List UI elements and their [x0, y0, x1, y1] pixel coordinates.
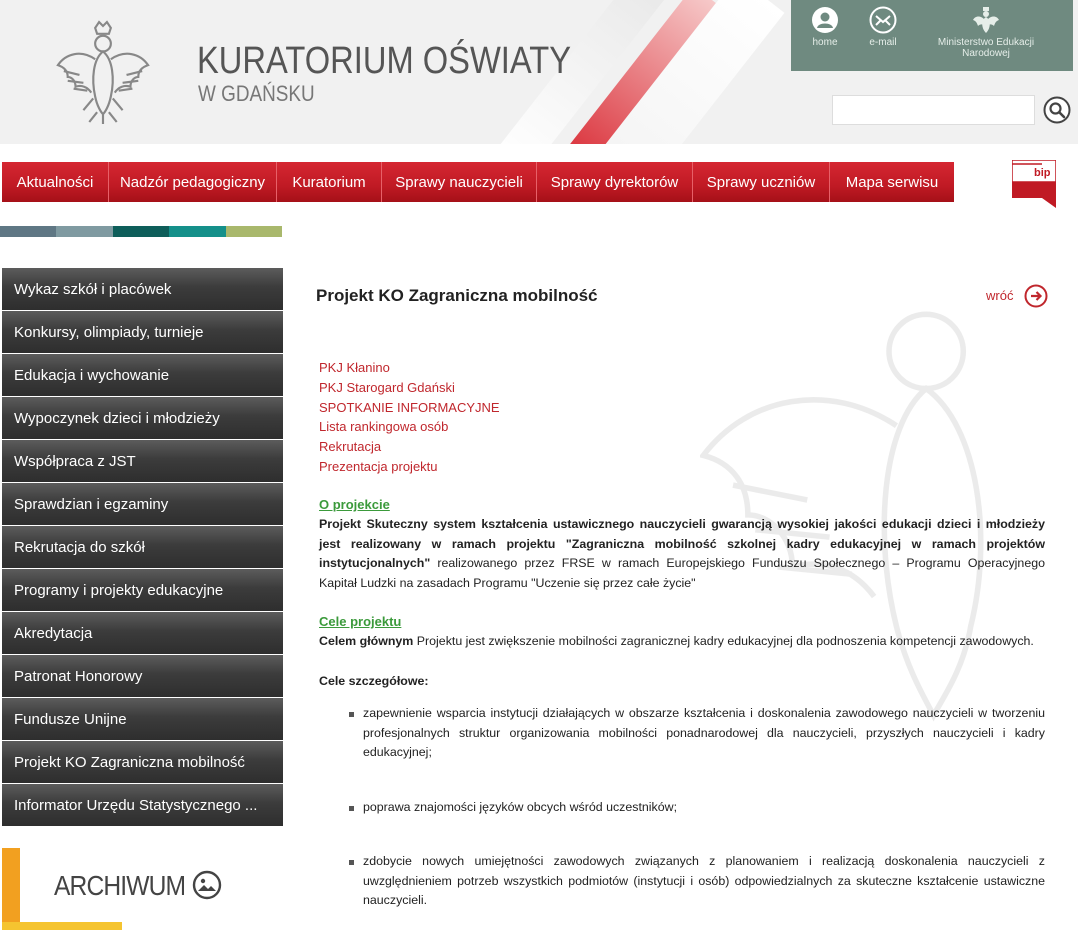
bip-label: bip: [1034, 167, 1051, 179]
search-input[interactable]: [832, 95, 1035, 125]
sidebar-item-edukacja[interactable]: Edukacja i wychowanie: [2, 354, 283, 396]
eagle-icon: [972, 6, 1000, 34]
sidebar-item-wypoczynek[interactable]: Wypoczynek dzieci i młodzieży: [2, 397, 283, 439]
sidebar-item-fundusze[interactable]: Fundusze Unijne: [2, 698, 283, 740]
sidebar-item-rekrutacja[interactable]: Rekrutacja do szkół: [2, 526, 283, 568]
section-heading-about: O projekcie: [319, 497, 390, 512]
about-rest-text: realizowanego przez FRSE w ramach Europejskiego Funduszu Społecznego – Programu Operacyjnego Kapitał Ludzki na zasadach Programu "Uczenie się przez całe życie": [319, 556, 1045, 590]
archive-accent-bar: [2, 922, 122, 930]
nav-item-mapa-serwisu[interactable]: Mapa serwisu: [830, 162, 954, 202]
accent-color-band: [0, 226, 282, 237]
goals-main-paragraph: [319, 632, 1045, 652]
goals-specific-label: Cele szczegółowe:: [319, 674, 429, 688]
email-icon: [869, 6, 897, 34]
site-subtitle[interactable]: W GDAŃSKU: [198, 81, 315, 106]
list-item: poprawa znajomości języków obcych wśród uczestników;: [349, 798, 1045, 818]
link-prezentacja[interactable]: Prezentacja projektu: [319, 458, 438, 474]
nav-item-nadzor[interactable]: Nadzór pedagogiczny: [109, 162, 277, 202]
ministry-link[interactable]: [921, 6, 1051, 59]
site-title[interactable]: KURATORIUM OŚWIATY: [197, 40, 572, 82]
goals-main-rest: Projektu jest zwiększenie mobilności zagranicznej kadry edukacyjnej dla podnoszenia kompetencji zawodowych.: [413, 634, 1034, 648]
bip-logo-icon[interactable]: [1012, 160, 1056, 208]
nav-item-sprawy-dyrektorow[interactable]: Sprawy dyrektorów: [537, 162, 693, 202]
eagle-emblem-icon[interactable]: [54, 20, 152, 126]
list-item: zapewnienie wsparcia instytucji działających w obszarze kształcenia i doskonalenia zawodowego nauczycieli w tworzeniu profesjonalnych struktur organizowania mobilności ponadnarodowej dla nauczycieli, przyszłych nauczycieli i kadry edukacyjnej;: [349, 704, 1045, 763]
link-spotkanie[interactable]: SPOTKANIE INFORMACYJNE: [319, 399, 500, 415]
email-label: e-mail: [869, 37, 897, 48]
sidebar-item-konkursy[interactable]: Konkursy, olimpiady, turnieje: [2, 311, 283, 353]
link-rekrutacja[interactable]: Rekrutacja: [319, 439, 382, 455]
section-heading-goals: Cele projektu: [319, 614, 402, 629]
sidebar-item-wspolpraca-jst[interactable]: Współpraca z JST: [2, 440, 283, 482]
sidebar-item-projekt-ko[interactable]: Projekt KO Zagraniczna mobilność: [2, 741, 283, 783]
home-icon: [811, 6, 839, 34]
nav-item-sprawy-uczniow[interactable]: Sprawy uczniów: [693, 162, 830, 202]
link-lista-rankingowa[interactable]: Lista rankingowa osób: [319, 419, 449, 435]
archive-banner[interactable]: [2, 848, 283, 930]
top-links-panel: [791, 0, 1073, 71]
goals-main-bold: Celem głównym: [319, 634, 414, 648]
list-item: zdobycie nowych umiejętności zawodowych związanych z planowaniem i realizacją doskonalenia nauczycieli z uwzględnieniem potrzeb wszystkich podmiotów (instytucji i osób) odpowiedzialnych za skuteczne kształcenie ustawiczne nauczycieli.: [349, 852, 1045, 911]
site-header: [0, 0, 1078, 144]
page-title: Projekt KO Zagraniczna mobilność: [316, 286, 598, 305]
sidebar-item-sprawdzian[interactable]: Sprawdzian i egzaminy: [2, 483, 283, 525]
main-nav: [2, 162, 954, 202]
sidebar-menu: [2, 268, 283, 827]
sidebar-item-wykaz-szkol[interactable]: Wykaz szkół i placówek: [2, 268, 283, 310]
archive-label: ARCHIWUM: [54, 870, 186, 901]
nav-item-aktualnosci[interactable]: Aktualności: [2, 162, 109, 202]
link-pkj-starogard[interactable]: PKJ Starogard Gdański: [319, 379, 455, 395]
about-paragraph: [319, 515, 1045, 593]
nav-item-kuratorium[interactable]: Kuratorium: [277, 162, 382, 202]
sidebar-item-informator[interactable]: Informator Urzędu Statystycznego ...: [2, 784, 283, 826]
link-pkj-klanino[interactable]: PKJ Kłanino: [319, 360, 390, 375]
sidebar-item-patronat[interactable]: Patronat Honorowy: [2, 655, 283, 697]
back-link[interactable]: wróć: [986, 288, 1014, 303]
arrow-right-circle-icon[interactable]: [1024, 284, 1048, 308]
ministry-label: Ministerstwo Edukacji Narodowej: [937, 37, 1035, 59]
nav-item-sprawy-nauczycieli[interactable]: Sprawy nauczycieli: [382, 162, 537, 202]
home-link[interactable]: [805, 6, 845, 48]
about-bold-text: Projekt Skuteczny system kształcenia ustawicznego nauczycieli gwarancją wysokiej jakości edukacji dzieci i młodzieży jest realizowany w ramach projektu "Zagraniczna mobilność szkolnej kadry edukacyjnej w ramach projektów instytucjonalnych": [319, 517, 1045, 571]
home-label: home: [812, 37, 838, 48]
email-link[interactable]: [863, 6, 903, 48]
sidebar-item-akredytacja[interactable]: Akredytacja: [2, 612, 283, 654]
archive-image-icon: [192, 870, 222, 900]
sidebar-item-programy[interactable]: Programy i projekty edukacyjne: [2, 569, 283, 611]
search-icon[interactable]: [1043, 96, 1071, 124]
project-links-list: [319, 358, 500, 477]
